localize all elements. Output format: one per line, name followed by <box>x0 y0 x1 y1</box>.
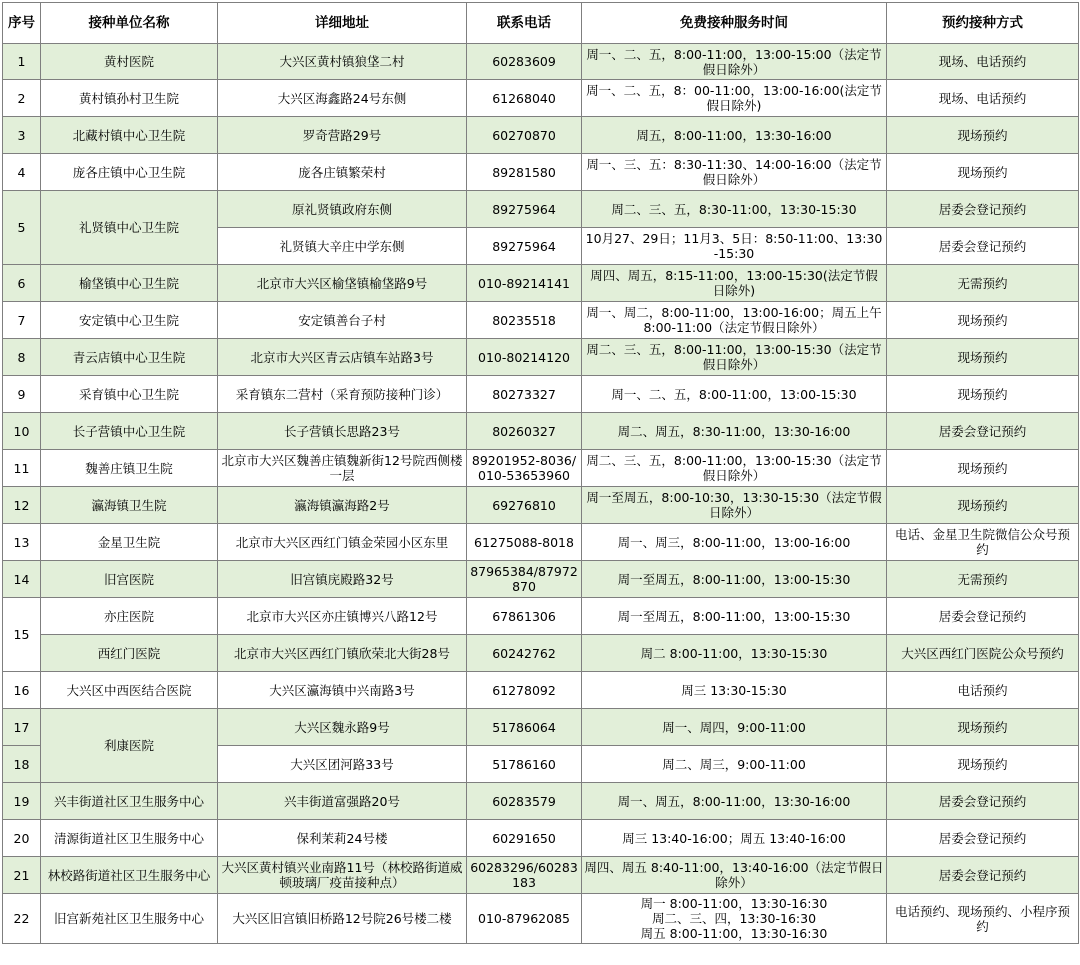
table-row <box>3 339 1079 376</box>
row-no: 9 <box>3 376 41 413</box>
phone: 80260327 <box>467 413 582 450</box>
address: 长子营镇长思路23号 <box>218 413 467 450</box>
table-row <box>3 857 1079 894</box>
address: 北京市大兴区西红门镇金荣园小区东里 <box>218 524 467 561</box>
address: 大兴区旧宫镇旧桥路12号院26号楼二楼 <box>218 894 467 944</box>
service-time: 周二、周三，9:00-11:00 <box>582 746 887 783</box>
phone: 010-87962085 <box>467 894 582 944</box>
address: 原礼贤镇政府东侧 <box>218 191 467 228</box>
site-name: 大兴区中西医结合医院 <box>41 672 218 709</box>
phone: 89201952-8036/010-53653960 <box>467 450 582 487</box>
site-name: 林校路街道社区卫生服务中心 <box>41 857 218 894</box>
phone: 89275964 <box>467 228 582 265</box>
phone: 60283609 <box>467 44 582 80</box>
row-no: 16 <box>3 672 41 709</box>
table-row <box>3 450 1079 487</box>
booking-method: 电话、金星卫生院微信公众号预约 <box>887 524 1079 561</box>
table-row <box>3 191 1079 228</box>
header-no: 序号 <box>3 3 41 44</box>
service-time: 周一、周二，8:00-11:00，13:00-16:00；周五上午8:00-11:00（法定节假日除外） <box>582 302 887 339</box>
header-row <box>3 3 1079 44</box>
row-no: 1 <box>3 44 41 80</box>
row-no: 20 <box>3 820 41 857</box>
booking-method: 居委会登记预约 <box>887 228 1079 265</box>
booking-method: 电话预约、现场预约、小程序预约 <box>887 894 1079 944</box>
row-no: 11 <box>3 450 41 487</box>
table-row <box>3 302 1079 339</box>
header-phone: 联系电话 <box>467 3 582 44</box>
row-no: 10 <box>3 413 41 450</box>
service-time: 周一、周三，8:00-11:00，13:00-16:00 <box>582 524 887 561</box>
phone: 60270870 <box>467 117 582 154</box>
table-row <box>3 376 1079 413</box>
site-name: 兴丰街道社区卫生服务中心 <box>41 783 218 820</box>
site-name: 礼贤镇中心卫生院 <box>41 191 218 265</box>
phone: 60291650 <box>467 820 582 857</box>
site-name: 瀛海镇卫生院 <box>41 487 218 524</box>
service-time: 周一、二、五，8:00-11:00，13:00-15:00（法定节假日除外） <box>582 44 887 80</box>
phone: 60283296/60283183 <box>467 857 582 894</box>
table-row <box>3 117 1079 154</box>
service-time <box>582 894 887 944</box>
booking-method: 无需预约 <box>887 265 1079 302</box>
address: 大兴区团河路33号 <box>218 746 467 783</box>
row-no: 15 <box>3 598 41 672</box>
address: 兴丰街道富强路20号 <box>218 783 467 820</box>
header-booking-method: 预约接种方式 <box>887 3 1079 44</box>
site-name: 榆垡镇中心卫生院 <box>41 265 218 302</box>
table-row <box>3 80 1079 117</box>
service-time: 周二、三、五，8:00-11:00，13:00-15:30（法定节假日除外） <box>582 450 887 487</box>
service-time: 周三 13:40-16:00；周五 13:40-16:00 <box>582 820 887 857</box>
header-service-time: 免费接种服务时间 <box>582 3 887 44</box>
phone: 61278092 <box>467 672 582 709</box>
row-no: 4 <box>3 154 41 191</box>
service-time: 周二 8:00-11:00，13:30-15:30 <box>582 635 887 672</box>
row-no: 19 <box>3 783 41 820</box>
site-name: 庞各庄镇中心卫生院 <box>41 154 218 191</box>
table-row <box>3 44 1079 80</box>
site-name: 亦庄医院 <box>41 598 218 635</box>
address: 北京市大兴区青云店镇车站路3号 <box>218 339 467 376</box>
table-row <box>3 524 1079 561</box>
service-time-line: 周五 8:00-11:00，13:30-16:30 <box>640 926 828 941</box>
row-no: 12 <box>3 487 41 524</box>
service-time: 周一至周五，8:00-10:30，13:30-15:30（法定节假日除外） <box>582 487 887 524</box>
phone: 51786160 <box>467 746 582 783</box>
phone: 010-89214141 <box>467 265 582 302</box>
site-name: 青云店镇中心卫生院 <box>41 339 218 376</box>
booking-method: 现场预约 <box>887 709 1079 746</box>
phone: 60283579 <box>467 783 582 820</box>
phone: 89281580 <box>467 154 582 191</box>
service-time: 周一、周五，8:00-11:00，13:30-16:00 <box>582 783 887 820</box>
address: 大兴区黄村镇狼垡二村 <box>218 44 467 80</box>
address: 采育镇东二营村（采育预防接种门诊） <box>218 376 467 413</box>
vaccination-sites-table <box>2 2 1079 944</box>
phone: 89275964 <box>467 191 582 228</box>
booking-method: 现场预约 <box>887 746 1079 783</box>
booking-method: 居委会登记预约 <box>887 413 1079 450</box>
site-name: 旧宫新苑社区卫生服务中心 <box>41 894 218 944</box>
service-time-line: 周二、三、四，13:30-16:30 <box>651 911 817 926</box>
table-row <box>3 413 1079 450</box>
address: 礼贤镇大辛庄中学东侧 <box>218 228 467 265</box>
site-name: 采育镇中心卫生院 <box>41 376 218 413</box>
site-name: 金星卫生院 <box>41 524 218 561</box>
site-name: 北藏村镇中心卫生院 <box>41 117 218 154</box>
service-time: 周四、周五 8:40-11:00，13:40-16:00（法定节假日除外） <box>582 857 887 894</box>
service-time: 周一、周四，9:00-11:00 <box>582 709 887 746</box>
table-row <box>3 709 1079 746</box>
row-no: 13 <box>3 524 41 561</box>
table-row <box>3 672 1079 709</box>
service-time: 周一、二、五，8:00-11:00，13:00-15:30 <box>582 376 887 413</box>
row-no: 14 <box>3 561 41 598</box>
phone: 80235518 <box>467 302 582 339</box>
address: 北京市大兴区榆垡镇榆垡路9号 <box>218 265 467 302</box>
booking-method: 现场、电话预约 <box>887 80 1079 117</box>
phone: 60242762 <box>467 635 582 672</box>
booking-method: 现场预约 <box>887 487 1079 524</box>
phone: 67861306 <box>467 598 582 635</box>
phone: 61268040 <box>467 80 582 117</box>
site-name: 安定镇中心卫生院 <box>41 302 218 339</box>
table-row <box>3 820 1079 857</box>
table-row <box>3 598 1079 635</box>
site-name: 魏善庄镇卫生院 <box>41 450 218 487</box>
site-name: 黄村镇孙村卫生院 <box>41 80 218 117</box>
row-no: 8 <box>3 339 41 376</box>
row-no: 7 <box>3 302 41 339</box>
phone: 80273327 <box>467 376 582 413</box>
booking-method: 电话预约 <box>887 672 1079 709</box>
header-site-name: 接种单位名称 <box>41 3 218 44</box>
phone: 61275088-8018 <box>467 524 582 561</box>
site-name: 长子营镇中心卫生院 <box>41 413 218 450</box>
booking-method: 现场、电话预约 <box>887 44 1079 80</box>
phone: 69276810 <box>467 487 582 524</box>
address: 罗奇营路29号 <box>218 117 467 154</box>
site-name: 黄村医院 <box>41 44 218 80</box>
row-no: 6 <box>3 265 41 302</box>
booking-method: 现场预约 <box>887 376 1079 413</box>
service-time: 周一至周五，8:00-11:00，13:00-15:30 <box>582 598 887 635</box>
address: 瀛海镇瀛海路2号 <box>218 487 467 524</box>
row-no: 5 <box>3 191 41 265</box>
service-time: 周五，8:00-11:00，13:30-16:00 <box>582 117 887 154</box>
row-no: 17 <box>3 709 41 746</box>
row-no: 2 <box>3 80 41 117</box>
service-time: 周二、三、五，8:00-11:00，13:00-15:30（法定节假日除外） <box>582 339 887 376</box>
header-address: 详细地址 <box>218 3 467 44</box>
booking-method: 现场预约 <box>887 450 1079 487</box>
booking-method: 现场预约 <box>887 117 1079 154</box>
address: 大兴区黄村镇兴业南路11号（林校路街道威顿玻璃厂疫苗接种点） <box>218 857 467 894</box>
address: 大兴区海鑫路24号东侧 <box>218 80 467 117</box>
booking-method: 大兴区西红门医院公众号预约 <box>887 635 1079 672</box>
service-time: 周一、三、五：8:30-11:30、14:00-16:00（法定节假日除外） <box>582 154 887 191</box>
phone: 010-80214120 <box>467 339 582 376</box>
row-no: 22 <box>3 894 41 944</box>
row-no: 18 <box>3 746 41 783</box>
table-row <box>3 894 1079 944</box>
service-time: 10月27、29日；11月3、5日：8:50-11:00、13:30-15:30 <box>582 228 887 265</box>
table-row <box>3 561 1079 598</box>
booking-method: 居委会登记预约 <box>887 857 1079 894</box>
row-no: 3 <box>3 117 41 154</box>
service-time: 周二、三、五，8:30-11:00，13:30-15:30 <box>582 191 887 228</box>
booking-method: 现场预约 <box>887 339 1079 376</box>
service-time: 周一至周五，8:00-11:00，13:00-15:30 <box>582 561 887 598</box>
address: 旧宫镇庑殿路32号 <box>218 561 467 598</box>
site-name: 清源街道社区卫生服务中心 <box>41 820 218 857</box>
address: 北京市大兴区西红门镇欣荣北大街28号 <box>218 635 467 672</box>
booking-method: 无需预约 <box>887 561 1079 598</box>
table-row <box>3 783 1079 820</box>
service-time-line: 周一 8:00-11:00，13:30-16:30 <box>640 896 828 911</box>
booking-method: 现场预约 <box>887 154 1079 191</box>
row-no: 21 <box>3 857 41 894</box>
table-row <box>3 487 1079 524</box>
address: 北京市大兴区魏善庄镇魏新街12号院西侧楼一层 <box>218 450 467 487</box>
table-row <box>3 635 1079 672</box>
service-time: 周四、周五，8:15-11:00，13:00-15:30(法定节假日除外) <box>582 265 887 302</box>
table-row <box>3 154 1079 191</box>
address: 保利茉莉24号楼 <box>218 820 467 857</box>
address: 北京市大兴区亦庄镇博兴八路12号 <box>218 598 467 635</box>
service-time: 周二、周五，8:30-11:00，13:30-16:00 <box>582 413 887 450</box>
booking-method: 居委会登记预约 <box>887 820 1079 857</box>
site-name: 西红门医院 <box>41 635 218 672</box>
phone: 51786064 <box>467 709 582 746</box>
service-time: 周三 13:30-15:30 <box>582 672 887 709</box>
booking-method: 居委会登记预约 <box>887 191 1079 228</box>
site-name: 利康医院 <box>41 709 218 783</box>
address: 大兴区瀛海镇中兴南路3号 <box>218 672 467 709</box>
booking-method: 居委会登记预约 <box>887 598 1079 635</box>
phone: 87965384/87972870 <box>467 561 582 598</box>
service-time: 周一、二、五，8：00-11:00，13:00-16:00(法定节假日除外) <box>582 80 887 117</box>
booking-method: 居委会登记预约 <box>887 783 1079 820</box>
address: 庞各庄镇繁荣村 <box>218 154 467 191</box>
booking-method: 现场预约 <box>887 302 1079 339</box>
address: 安定镇善台子村 <box>218 302 467 339</box>
table-row <box>3 265 1079 302</box>
site-name: 旧宫医院 <box>41 561 218 598</box>
address: 大兴区魏永路9号 <box>218 709 467 746</box>
